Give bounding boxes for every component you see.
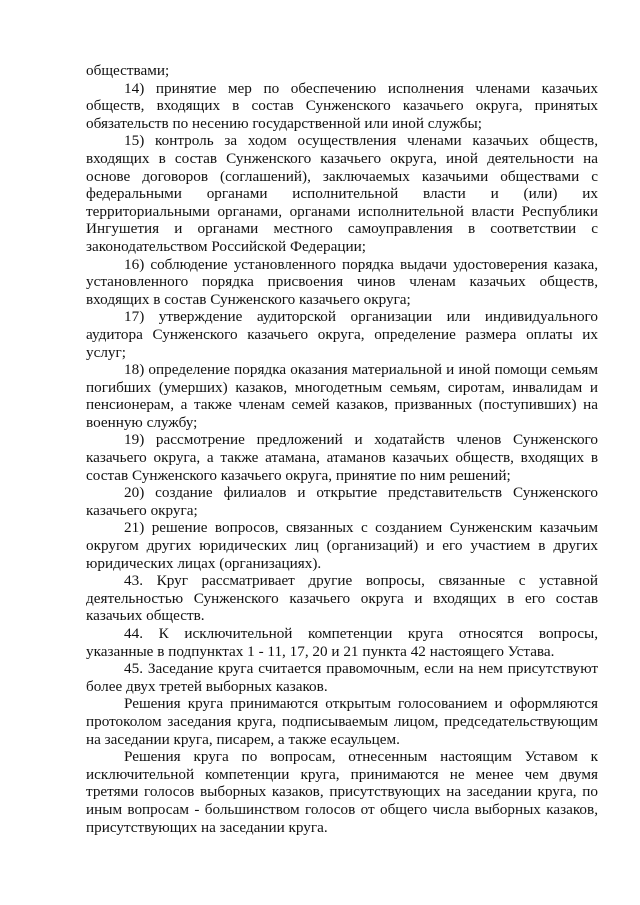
- document-body: [86, 62, 598, 836]
- paragraph-continuation: обществами;: [86, 62, 170, 79]
- paragraph-item-19: 19) рассмотрение предложений и ходатайств членов Сунженского казачьего округа, а также атамана, атаманов казачьих обществ, входящих в состав Сунженского казачьего округа, принятие по ним решений;: [86, 431, 598, 484]
- paragraph-item-20: 20) создание филиалов и открытие представительств Сунженского казачьего округа;: [86, 484, 598, 519]
- paragraph-clause-44: 44. К исключительной компетенции круга относятся вопросы, указанные в подпунктах 1 - 11, 17, 20 и 21 пункта 42 настоящего Устава.: [86, 625, 598, 660]
- paragraph-item-18: 18) определение порядка оказания материальной и иной помощи семьям погибших (умерших) казаков, многодетным семьям, сиротам, инвалидам и пенсионерам, а также членам семей казаков, призванных (поступивших) на военную службу;: [86, 361, 598, 431]
- paragraph-item-15: 15) контроль за ходом осуществления членами казачьих обществ, входящих в состав Сунженского казачьего округа, иной деятельности на основе договоров (соглашений), заключаемых казачьими обществами с федеральными органами исполнительной власти и (или) их территориальными органами, органами исполнительной власти Республики Ингушетия и органами местного самоуправления в соответствии с законодательством Российской Федерации;: [86, 132, 598, 255]
- paragraph-item-21: 21) решение вопросов, связанных с созданием Сунженским казачьим округом других юридических лиц (организаций) и его участием в других юридических лицах (организациях).: [86, 519, 598, 572]
- paragraph-item-17: 17) утверждение аудиторской организации или индивидуального аудитора Сунженского казачьего округа, определение размера оплаты их услуг;: [86, 308, 598, 361]
- paragraph-clause-45: 45. Заседание круга считается правомочным, если на нем присутствуют более двух третей выборных казаков.: [86, 660, 598, 695]
- paragraph-decisions-open-vote: Решения круга принимаются открытым голосованием и оформляются протоколом заседания круга, подписываемым лицом, председательствующим на заседании круга, писарем, а также есаульцем.: [86, 695, 598, 748]
- paragraph-decisions-exclusive: Решения круга по вопросам, отнесенным настоящим Уставом к исключительной компетенции круга, принимаются не менее чем двумя третями голосов выборных казаков, присутствующих на заседании круга, по иным вопросам - большинством голосов от общего числа выборных казаков, присутствующих на заседании круга.: [86, 748, 598, 836]
- paragraph-item-16: 16) соблюдение установленного порядка выдачи удостоверения казака, установленного порядка присвоения чинов членам казачьих обществ, входящих в состав Сунженского казачьего округа;: [86, 255, 598, 308]
- paragraph-item-14: 14) принятие мер по обеспечению исполнения членами казачьих обществ, входящих в состав Сунженского казачьего округа, принятых обязательств по несению государственной или иной службы;: [86, 79, 598, 132]
- paragraph-clause-43: 43. Круг рассматривает другие вопросы, связанные с уставной деятельностью Сунженского казачьего округа и входящих в его состав казачьих обществ.: [86, 572, 598, 625]
